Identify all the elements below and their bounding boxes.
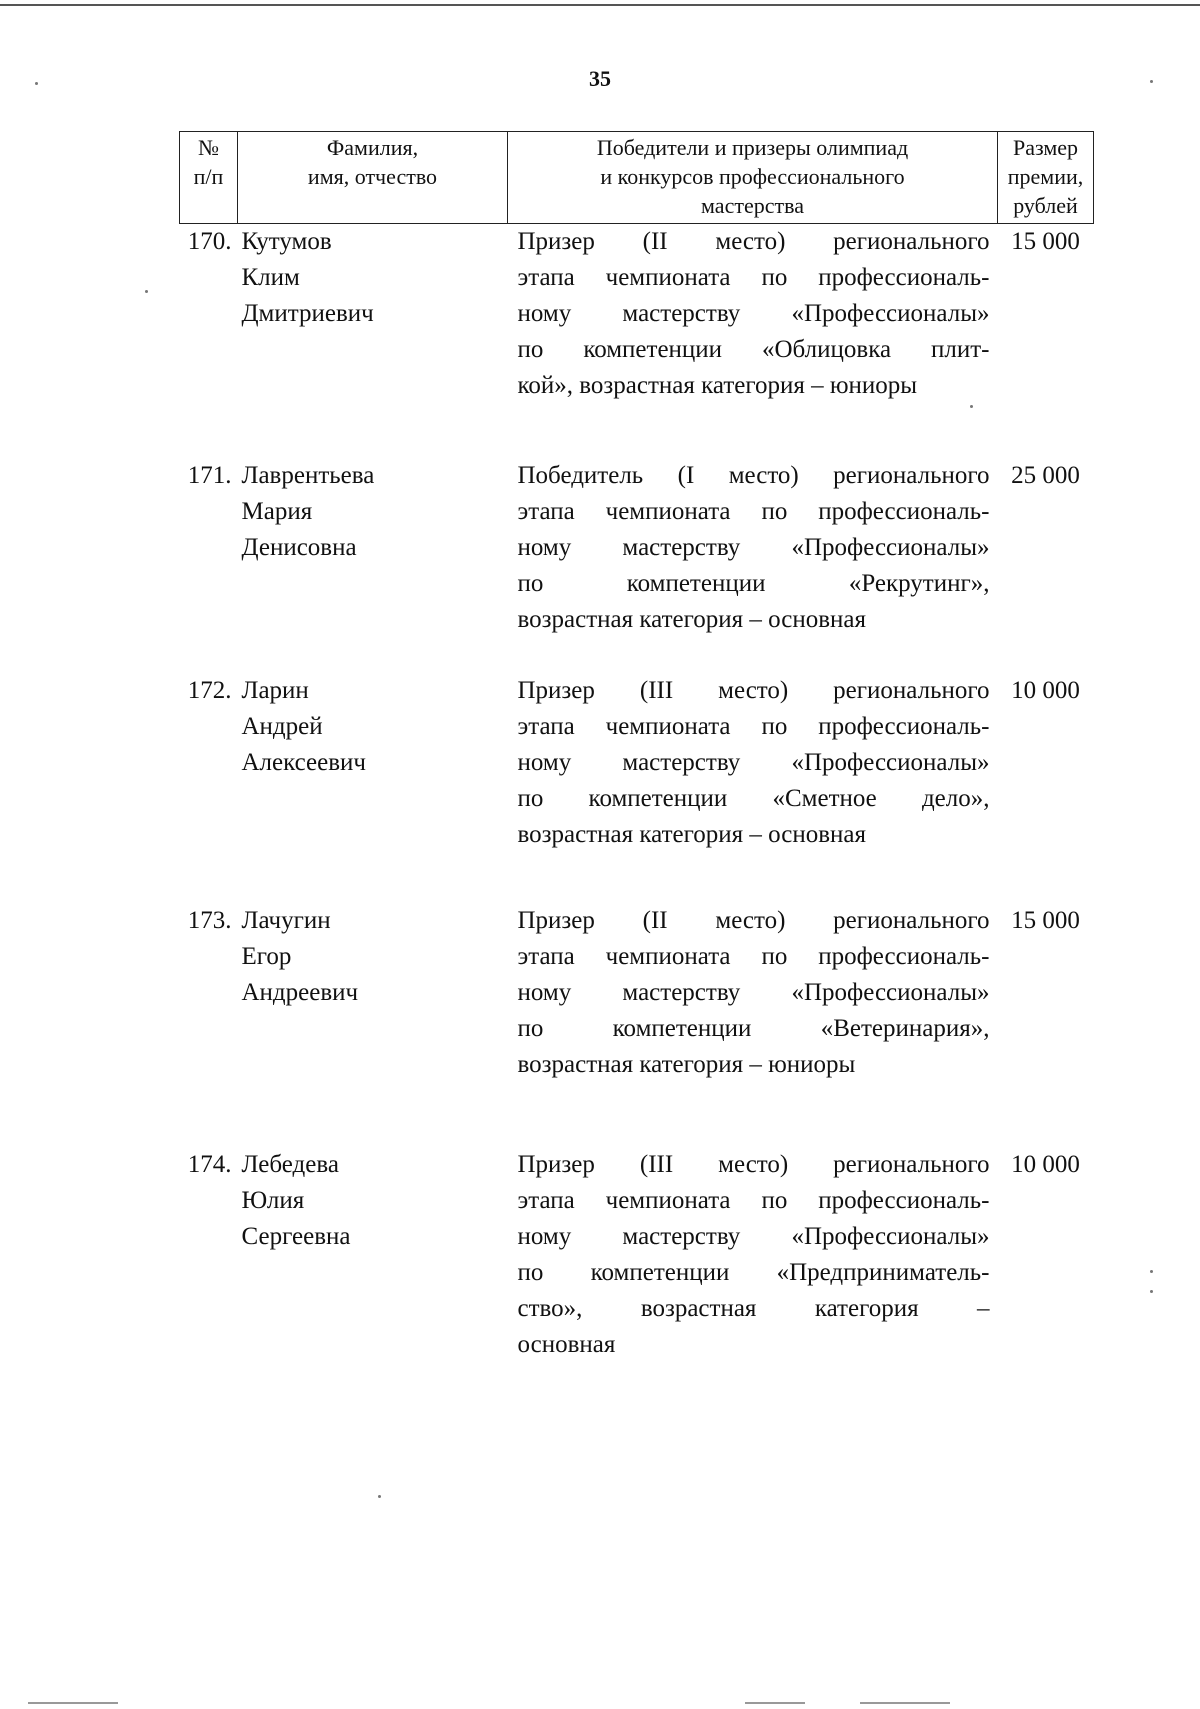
scan-speck [1150, 1290, 1153, 1293]
person-name: Лачугин Егор Андреевич [241, 906, 359, 1006]
person-name: Лаврентьева Мария Денисовна [241, 461, 375, 561]
scan-border-line [745, 1702, 805, 1704]
achievement-text: Призер (II место) регионального этапа чемпионата по профессиональ- ному мастерству «Профессионалы» по компетенции «Облицовка плит- кой», возрастная категория – юниоры [517, 228, 990, 399]
row-number: 170. [187, 228, 232, 255]
page-number: 35 [589, 66, 611, 91]
prize-amount: 15 000 [1011, 906, 1080, 934]
table-row [180, 903, 1094, 1147]
table-row [180, 673, 1094, 903]
achievement-text: Призер (III место) регионального этапа чемпионата по профессиональ- ному мастерству «Профессионалы» по компетенции «Сметное дело», возрастная категория – основная [517, 676, 990, 848]
achievement-text: Победитель (I место) регионального этапа чемпионата по профессиональ- ному мастерству «Профессионалы» по компетенции «Рекрутинг», возрастная категория – основная [517, 461, 990, 633]
header-prize: Размер премии, рублей [998, 132, 1094, 224]
prize-amount: 25 000 [1011, 461, 1080, 489]
prize-amount: 10 000 [1011, 1150, 1080, 1178]
scan-border-line [0, 4, 1200, 6]
table-row [180, 1147, 1094, 1367]
row-number: 171. [187, 461, 232, 489]
header-number: № п/п [180, 132, 238, 224]
header-achievement: Победители и призеры олимпиад и конкурсов профессионального мастерства [508, 132, 998, 224]
scan-border-line [860, 1702, 950, 1704]
scan-speck [1150, 1270, 1153, 1273]
table-row [180, 224, 1094, 458]
header-name: Фамилия, имя, отчество [238, 132, 508, 224]
row-number: 172. [187, 676, 232, 704]
achievement-text: Призер (II место) регионального этапа чемпионата по профессиональ- ному мастерству «Профессионалы» по компетенции «Ветеринария», возрастная категория – юниоры [517, 906, 990, 1078]
person-name: Лебедева Юлия Сергеевна [241, 1150, 351, 1250]
achievement-text: Призер (III место) регионального этапа чемпионата по профессиональ- ному мастерству «Профессионалы» по компетенции «Предприниматель- ство», возрастная категория – основная [517, 1150, 990, 1358]
table-header-row [180, 132, 1094, 224]
row-number: 174. [187, 1150, 232, 1178]
prize-amount: 10 000 [1011, 676, 1080, 704]
row-number: 173. [187, 906, 232, 934]
scan-speck [145, 290, 148, 293]
person-name: Ларин Андрей Алексеевич [241, 676, 366, 776]
prize-amount: 15 000 [1011, 228, 1080, 255]
scan-border-line [28, 1702, 118, 1704]
awards-table [179, 131, 1094, 1367]
scan-speck [378, 1495, 381, 1498]
person-name: Кутумов Клим Дмитриевич [241, 228, 374, 327]
table-row [180, 458, 1094, 673]
